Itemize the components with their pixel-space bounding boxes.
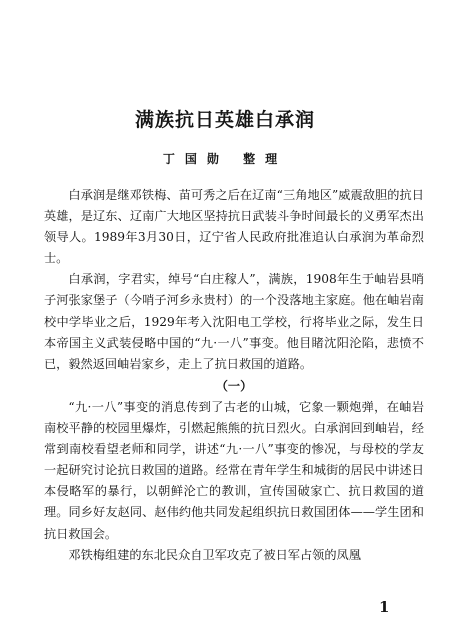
paragraph-intro: 白承润是继邓铁梅、苗可秀之后在辽南“三角地区”威震敌胆的抗日英雄，是辽东、辽南广大地区坚持抗日武装斗争时间最长的义勇军杰出领导人。1989年3月30日，辽宁省人民政府批准追认白承润为革命烈士。 — [44, 188, 424, 266]
paragraph-section-one: “九·一八”事变的消息传到了古老的山城，它象一颗炮弹，在岫岩南校平静的校园里爆炸，引燃起熊熊的抗日烈火。白承润回到岫岩，经常到南校看望老师和同学，讲述“九·一八”事变的惨况，与母校的学友一起研究讨论抗日救国的道路。经常在青年学生和城街的居民中讲述日本侵略军的暴行，以朝鲜沦亡的教训，宣传国破家亡、抗日救国的道理。同乡好友赵同、赵伟约他共同发起组织抗日救国团体——学生团和抗日救国会。 — [44, 399, 424, 541]
article-author: 丁国勋 整理 — [162, 152, 288, 166]
page-number: 1 — [379, 598, 390, 616]
article-title: 满族抗日英雄白承润 — [134, 109, 315, 131]
paragraph-section-continued: 邓铁梅组建的东北民众自卫军攻克了被日军占领的凤凰 — [68, 547, 361, 562]
article-body — [44, 185, 424, 566]
section-heading: （一） — [215, 378, 253, 393]
paragraph-biography: 白承润，字君实，绰号“白庄稼人”，满族，1908年生于岫岩县哨子河张家堡子（今哨子河乡永贵村）的一个没落地主家庭。他在岫岩南校中学毕业之后，1929年考入沈阳电工学校，行将毕业之际，发生日本帝国主义武装侵略中国的“九·一八”事变。他目睹沈阳沦陷，悲愤不已，毅然返回岫岩家乡，走上了抗日救国的道路。 — [44, 272, 424, 371]
